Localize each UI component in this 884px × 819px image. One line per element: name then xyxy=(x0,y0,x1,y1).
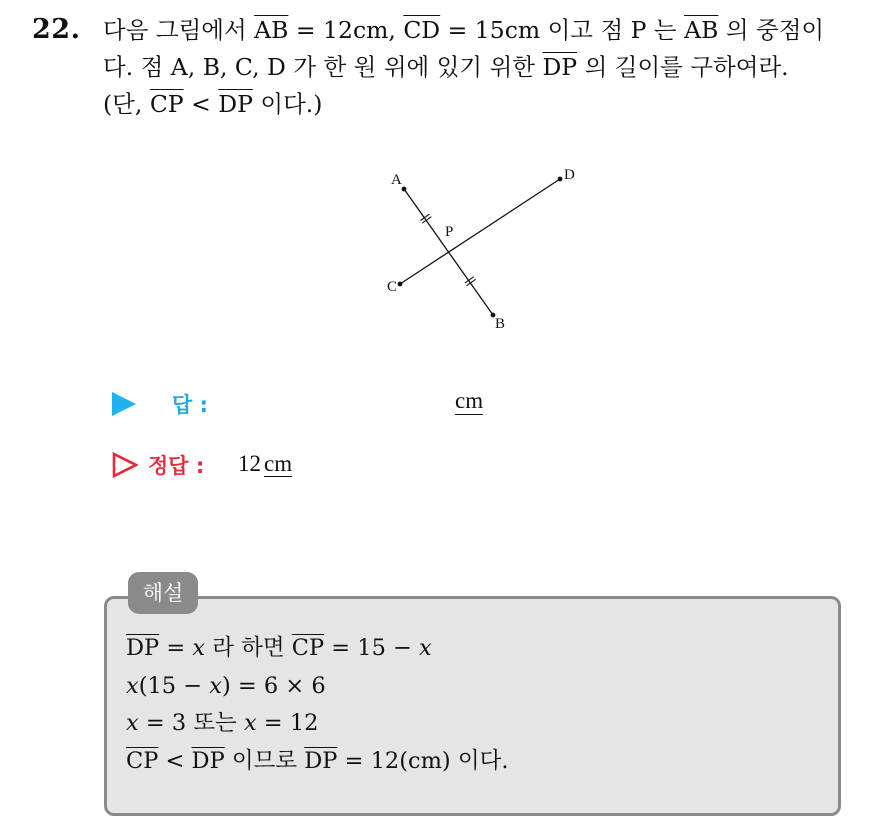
segment-dp: $\overline{DP}$ xyxy=(218,90,253,118)
answer-unit: cm xyxy=(455,388,484,413)
var-x: x xyxy=(243,710,257,736)
segment-cp: $\overline{CP}$ xyxy=(291,635,325,661)
question-text xyxy=(103,12,873,123)
segment-cd: $\overline{CD}$ xyxy=(403,16,441,44)
text: ) = 6 × 6 xyxy=(221,672,326,699)
text: 다. 점 A, B, C, D 가 한 원 위에 있기 위한 xyxy=(103,53,543,81)
label-p: P xyxy=(445,224,454,240)
point-a xyxy=(402,187,407,192)
explanation-line-2 xyxy=(126,668,508,706)
segment-cd-line xyxy=(400,179,560,284)
text: 라 하면 xyxy=(205,635,292,661)
question-line-2 xyxy=(103,49,873,86)
question-line-3 xyxy=(103,86,873,123)
explanation-line-3 xyxy=(126,705,508,743)
segment-ab: $\overline{AB}$ xyxy=(254,16,289,44)
var-x: x xyxy=(126,710,139,736)
text: = 3 또는 xyxy=(138,710,244,736)
point-d xyxy=(558,177,563,182)
text: 의 길이를 구하여라. xyxy=(577,53,789,81)
correct-value-unit: cm xyxy=(264,451,293,476)
var-x: x xyxy=(419,635,432,661)
answer-row xyxy=(112,389,208,419)
segment-cp: $\overline{CP}$ xyxy=(126,747,159,774)
text: < xyxy=(158,747,192,774)
text: = 12cm, xyxy=(288,16,404,44)
text: = 12(cm) 이다. xyxy=(337,747,509,774)
text: = 15 − xyxy=(324,635,420,661)
play-arrow-icon xyxy=(112,392,136,416)
segment-dp: $\overline{DP}$ xyxy=(126,635,160,661)
var-x: x xyxy=(192,635,206,661)
segment-dp: $\overline{DP}$ xyxy=(542,53,578,81)
segment-cp: $\overline{CP}$ xyxy=(149,90,184,118)
geometry-figure xyxy=(380,160,610,340)
explanation-tab: 해설 xyxy=(128,572,198,614)
text: 다음 그림에서 xyxy=(103,16,255,44)
text: = 15cm 이고 점 P 는 xyxy=(440,16,685,44)
segment-dp: $\overline{DP}$ xyxy=(304,747,338,774)
explanation-line-4 xyxy=(126,743,508,781)
correct-answer-value xyxy=(238,451,292,477)
correct-value-number: 12 xyxy=(238,451,261,476)
explanation-line-1 xyxy=(126,630,508,668)
var-x: x xyxy=(126,672,139,699)
answer-label: 답 : xyxy=(172,393,208,417)
text: (15 − xyxy=(138,672,210,699)
outline-play-arrow-icon xyxy=(112,452,138,478)
label-b: B xyxy=(495,316,506,332)
text: = 12 xyxy=(256,710,319,736)
point-c xyxy=(398,282,403,287)
text: (단, xyxy=(103,90,150,118)
label-c: C xyxy=(387,279,398,295)
segment-ab: $\overline{AB}$ xyxy=(684,16,719,44)
correct-answer-row xyxy=(112,450,204,480)
text: 이다.) xyxy=(252,90,323,118)
question-number: 22. xyxy=(32,14,81,45)
question-line-1 xyxy=(103,12,873,49)
segment-dp: $\overline{DP}$ xyxy=(191,747,225,774)
text: = xyxy=(159,635,193,661)
var-x: x xyxy=(209,672,222,699)
label-d: D xyxy=(564,167,575,183)
text: 이므로 xyxy=(224,747,305,774)
figure-svg xyxy=(380,160,610,340)
text: < xyxy=(183,90,219,118)
correct-answer-label: 정답 : xyxy=(148,454,205,478)
explanation-content xyxy=(126,630,508,780)
text: 의 중점이 xyxy=(718,16,825,44)
label-a: A xyxy=(391,172,402,188)
